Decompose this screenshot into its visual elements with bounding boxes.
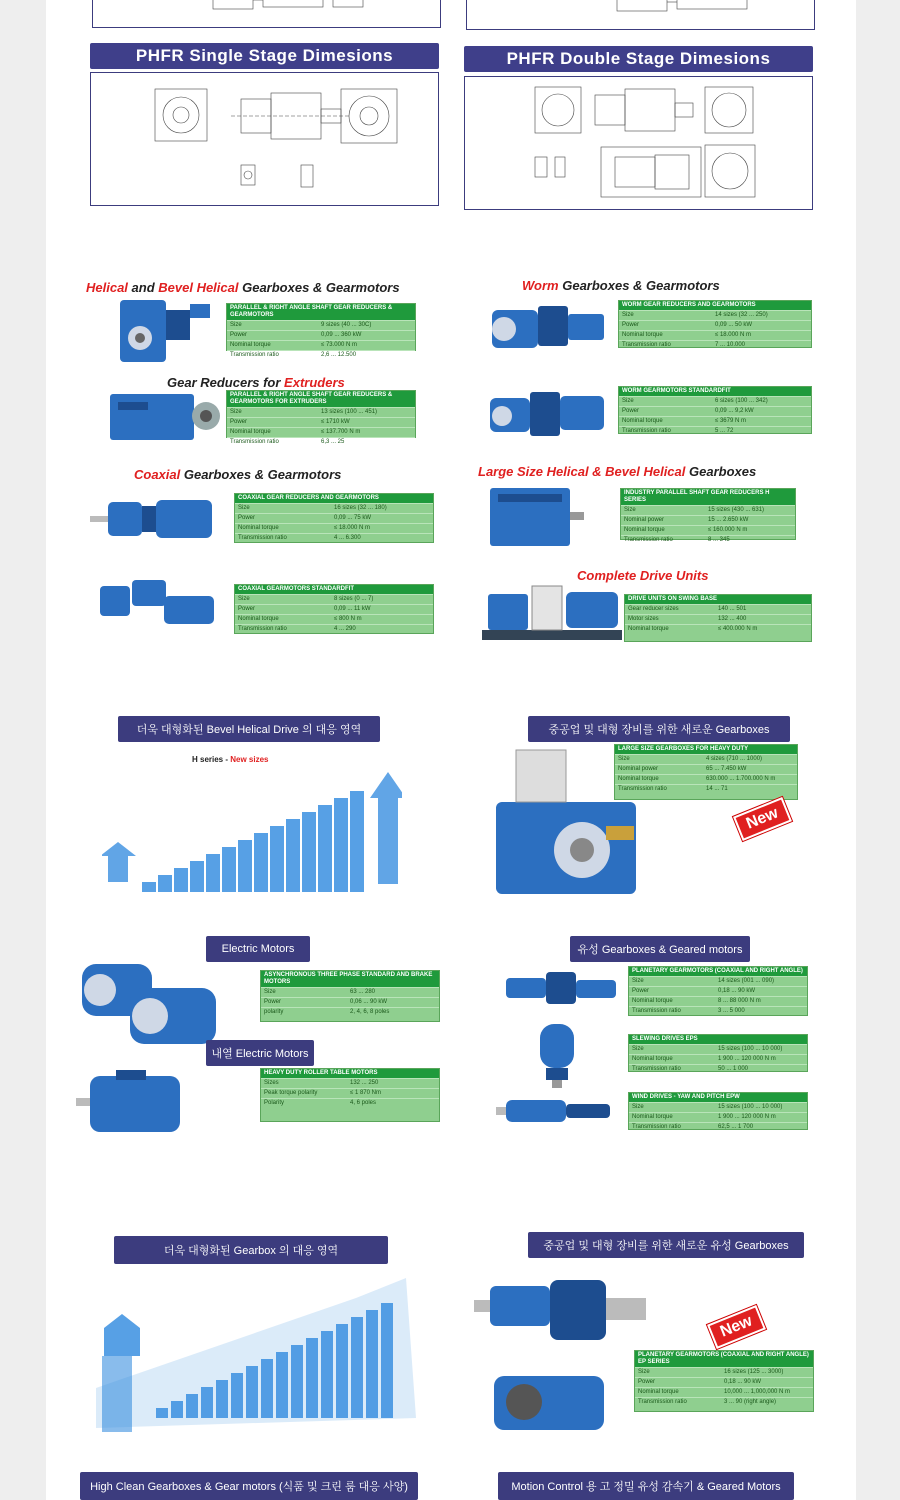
spec-row: [621, 535, 795, 545]
spec-cell: Nominal power: [618, 766, 659, 772]
large-title: [478, 464, 756, 479]
catalog-page: [46, 0, 856, 1500]
spec-cell: Transmission ratio: [618, 786, 667, 792]
spec-cell: 62,5 ... 1 700: [718, 1124, 754, 1130]
spec-cell: 0,06 ... 90 kW: [350, 999, 388, 1005]
spec-header: WIND DRIVES - YAW AND PITCH EPW: [629, 1093, 807, 1102]
spec-cell: Size: [622, 398, 634, 404]
spec-cell: 630.000 ... 1.700.000 N m: [706, 776, 776, 782]
coaxial-title: [134, 467, 341, 482]
worm-title: [522, 278, 720, 293]
spec-cell: 6,3 ... 25: [321, 439, 345, 445]
illustration-bar: [254, 833, 268, 892]
illustration-bar: [246, 1366, 258, 1418]
illustration-bar: [366, 1310, 378, 1418]
spec-row: [235, 604, 433, 614]
spec-row: [635, 1387, 813, 1397]
spec-row: [261, 1007, 439, 1017]
illustration-bar: [286, 819, 300, 892]
illustration-bar: [174, 868, 188, 892]
spec-row: [227, 437, 415, 447]
spec-row: [629, 976, 807, 986]
spec-cell: 3 ... 5 000: [718, 1008, 745, 1014]
spec-row: [619, 406, 811, 416]
spec-cell: 9 sizes (40 ... 30C): [321, 322, 372, 328]
spec-row: [619, 426, 811, 436]
planetary-pill: 유성 Gearboxes & Geared motors: [570, 936, 750, 962]
spec-cell: ≤ 73.000 N m: [321, 342, 357, 348]
spec-row: [635, 1397, 813, 1407]
spec-row: [635, 1367, 813, 1377]
spec-row: [619, 330, 811, 340]
spec-cell: 15 sizes (430 ... 631): [708, 507, 765, 513]
spec-row: [615, 784, 797, 794]
technical-drawing: [93, 0, 440, 27]
spec-cell: Nominal torque: [238, 525, 279, 531]
title-text: and: [127, 280, 159, 295]
spec-cell: 0,18 ... 90 kW: [724, 1379, 762, 1385]
spec-cell: 132 ... 400: [718, 616, 747, 622]
spec-header: ASYNCHRONOUS THREE PHASE STANDARD AND BRAKE MOTORS: [261, 971, 439, 987]
spec-cell: 1 900 ... 120 000 N m: [718, 1056, 776, 1062]
spec-cell: Nominal torque: [622, 332, 663, 338]
spec-cell: 4 ... 290: [334, 626, 356, 632]
spec-cell: Power: [238, 606, 256, 612]
spec-row: [619, 310, 811, 320]
illustration-bar: [156, 1408, 168, 1418]
illustration-bar: [216, 1380, 228, 1418]
spec-row: [235, 533, 433, 543]
spec-cell: Nominal torque: [622, 418, 663, 424]
title-highlight: Extruders: [284, 375, 345, 390]
spec-cell: Peak torque polarity: [264, 1090, 318, 1096]
illustration-bar: [186, 1394, 198, 1418]
chart-title-highlight: New sizes: [230, 755, 269, 764]
spec-row: [235, 513, 433, 523]
spec-cell: 5 ... 72: [715, 428, 734, 434]
h-series-chart: [102, 764, 402, 914]
spec-cell: 14 ... 71: [706, 786, 728, 792]
spec-cell: 13 sizes (100 ... 451): [321, 409, 378, 415]
illustration-bar: [261, 1359, 273, 1418]
illustration-bar: [190, 861, 204, 892]
h-series-chart-title: [192, 755, 269, 764]
spec-cell: Transmission ratio: [638, 1399, 687, 1405]
spec-cell: 0,09 ... 75 kW: [334, 515, 372, 521]
spec-cell: 16 sizes (32 ... 180): [334, 505, 387, 511]
spec-cell: 132 ... 250: [350, 1080, 379, 1086]
spec-cell: Transmission ratio: [624, 537, 673, 543]
spec-cell: 0,18 ... 90 kW: [718, 988, 756, 994]
spec-cell: 8 sizes (0 ... 7): [334, 596, 374, 602]
spec-row: [625, 614, 811, 624]
complete-spec-table: [624, 594, 812, 642]
spec-cell: 4, 6 poles: [350, 1100, 377, 1106]
motors-spec-table: [260, 970, 440, 1022]
title-highlight: Bevel Helical: [158, 280, 239, 295]
spec-cell: ≤ 800 N m: [334, 616, 362, 622]
spec-cell: 8 ... 88 000 N m: [718, 998, 761, 1004]
spec-cell: 3 ... 90 (right angle): [724, 1399, 777, 1405]
spec-cell: Power: [622, 408, 640, 414]
heavy-new-pill: 중공업 및 대형 장비를 위한 새로운 Gearboxes: [528, 716, 790, 742]
illustration-bar: [201, 1387, 213, 1418]
spec-row: [619, 396, 811, 406]
illustration-bar: [142, 882, 156, 892]
illustration-bar: [306, 1338, 318, 1418]
spec-header: INDUSTRY PARALLEL SHAFT GEAR REDUCERS H SERIES: [621, 489, 795, 505]
clean-gearbox-pill: High Clean Gearboxes & Gear motors (식품 및 크린 룸 대응 사양): [80, 1472, 418, 1500]
illustration-bar: [291, 1345, 303, 1418]
spec-cell: Size: [230, 322, 242, 328]
spec-cell: Transmission ratio: [238, 626, 287, 632]
roller-motor-image: [76, 1068, 186, 1138]
spec-cell: 2, 4, 6, 8 poles: [350, 1009, 390, 1015]
coaxial-gearbox-image: [90, 490, 220, 550]
spec-row: [621, 515, 795, 525]
worm-gearbox-image: [482, 296, 612, 356]
spec-cell: 0,09 ... 50 kW: [715, 322, 753, 328]
spec-cell: Size: [632, 1046, 644, 1052]
spec-cell: 0,09 ... 9,2 kW: [715, 408, 754, 414]
spec-row: [227, 330, 415, 340]
heavy-planetary-spec-table: [634, 1350, 814, 1412]
heat-motors-pill: 내열 Electric Motors: [206, 1040, 314, 1066]
coaxial-spec-table: [234, 493, 434, 543]
motion-control-pill: Motion Control 용 고 정밀 유성 감속기 & Geared Motors: [498, 1472, 794, 1500]
illustration-bar: [238, 840, 252, 892]
spec-row: [629, 996, 807, 1006]
title-highlight: Helical: [86, 280, 128, 295]
slewing-image: [532, 1020, 582, 1088]
spec-cell: Gear reducer sizes: [628, 606, 679, 612]
title-highlight: Coaxial: [134, 467, 181, 482]
spec-cell: Size: [238, 505, 250, 511]
illustration-bar: [336, 1324, 348, 1418]
spec-cell: Nominal torque: [628, 626, 669, 632]
illustration-bar: [206, 854, 220, 892]
spec-cell: 8 ... 345: [708, 537, 730, 543]
planetary-image: [502, 966, 622, 1008]
spec-cell: Power: [238, 515, 256, 521]
title-text: Gearboxes: [685, 464, 757, 479]
spec-cell: 4 sizes (710 ... 1000): [706, 756, 763, 762]
illustration-bar: [270, 826, 284, 892]
spec-cell: Size: [230, 409, 242, 415]
spec-cell: 65 ... 7.450 kW: [706, 766, 747, 772]
spec-cell: Power: [230, 419, 248, 425]
illustration-bar: [350, 791, 364, 892]
spec-cell: ≤ 400.000 N m: [718, 626, 758, 632]
illustration-bar: [222, 847, 236, 892]
spec-header: PLANETARY GEARMOTORS (COAXIAL AND RIGHT ANGLE) EP SERIES: [635, 1351, 813, 1367]
spec-cell: Size: [638, 1369, 650, 1375]
title-text: Gearboxes & Gearmotors: [180, 467, 342, 482]
spec-cell: Size: [632, 1104, 644, 1110]
title-highlight: Worm: [522, 278, 559, 293]
spec-row: [227, 320, 415, 330]
spec-cell: ≤ 18.000 N m: [334, 525, 370, 531]
title-text: Gear Reducers for: [167, 375, 285, 390]
spec-cell: Power: [638, 1379, 656, 1385]
spec-cell: Transmission ratio: [622, 342, 671, 348]
helical-gearbox-image: [110, 294, 220, 366]
wind-spec-table: [628, 1092, 808, 1130]
spec-row: [261, 997, 439, 1007]
spec-cell: ≤ 137.700 N m: [321, 429, 361, 435]
spec-header: COAXIAL GEARMOTORS STANDARDFIT: [235, 585, 433, 594]
spec-cell: Transmission ratio: [632, 1008, 681, 1014]
illustration-bar: [302, 812, 316, 892]
spec-header: PARALLEL & RIGHT ANGLE SHAFT GEAR REDUCERS & GEARMOTORS: [227, 304, 415, 320]
spec-header: DRIVE UNITS ON SWING BASE: [625, 595, 811, 604]
spec-cell: 1 900 ... 120 000 N m: [718, 1114, 776, 1120]
spec-row: [629, 1064, 807, 1074]
coaxial-gearmotor-image: [94, 572, 224, 632]
spec-header: PARALLEL & RIGHT ANGLE SHAFT GEAR REDUCERS & GEARMOTORS FOR EXTRUDERS: [227, 391, 415, 407]
title-highlight: Complete Drive Units: [577, 568, 709, 583]
spec-row: [629, 1044, 807, 1054]
top-drawing-left: [92, 0, 441, 28]
spec-row: [227, 340, 415, 350]
wind-drive-image: [496, 1098, 616, 1124]
title-text: Gearboxes & Gearmotors: [558, 278, 720, 293]
gearbox-area-chart: [96, 1268, 426, 1444]
spec-cell: 0,09 ... 360 kW: [321, 332, 362, 338]
spec-row: [615, 754, 797, 764]
spec-row: [635, 1377, 813, 1387]
spec-row: [261, 1098, 439, 1108]
spec-row: [227, 407, 415, 417]
coaxial-gearmotor-spec-table: [234, 584, 434, 634]
spec-header: SLEWING DRIVES EPS: [629, 1035, 807, 1044]
spec-cell: Polarity: [264, 1100, 285, 1106]
spec-row: [227, 417, 415, 427]
spec-cell: Transmission ratio: [238, 535, 287, 541]
spec-row: [261, 987, 439, 997]
spec-row: [621, 525, 795, 535]
spec-row: [629, 986, 807, 996]
spec-header: WORM GEAR REDUCERS AND GEARMOTORS: [619, 301, 811, 310]
spec-cell: 16 sizes (125 ... 3000): [724, 1369, 784, 1375]
slewing-spec-table: [628, 1034, 808, 1072]
spec-row: [625, 624, 811, 634]
illustration-bar: [351, 1317, 363, 1418]
illustration-bar: [321, 1331, 333, 1418]
spec-row: [615, 774, 797, 784]
illustration-bar: [171, 1401, 183, 1418]
heavy-planetary-pill: 중공업 및 대형 장비를 위한 새로운 유성 Gearboxes: [528, 1232, 804, 1258]
spec-cell: Nominal torque: [618, 776, 659, 782]
title-highlight: Large Size Helical & Bevel Helical: [478, 464, 686, 479]
spec-row: [235, 503, 433, 513]
title-text: Gearboxes & Gearmotors: [238, 280, 400, 295]
spec-header: WORM GEARMOTORS STANDARDFIT: [619, 387, 811, 396]
spec-cell: Power: [264, 999, 282, 1005]
heavy-spec-table: [614, 744, 798, 800]
extruder-gearbox-image: [106, 388, 226, 446]
spec-cell: Transmission ratio: [230, 352, 279, 358]
spec-cell: Nominal torque: [632, 1056, 673, 1062]
spec-cell: 140 ... 501: [718, 606, 747, 612]
spec-cell: 7 ... 10.000: [715, 342, 746, 348]
spec-cell: 10,000 ... 1,000,000 N m: [724, 1389, 791, 1395]
double-stage-drawing: [464, 76, 813, 210]
spec-cell: 14 sizes (001 ... 090): [718, 978, 775, 984]
spec-cell: 0,09 ... 11 kW: [334, 606, 371, 612]
spec-cell: Nominal torque: [632, 1114, 673, 1120]
illustration-bar: [318, 805, 332, 892]
new-badge: New: [733, 797, 792, 841]
spec-header: COAXIAL GEAR REDUCERS AND GEARMOTORS: [235, 494, 433, 503]
spec-cell: Size: [264, 989, 276, 995]
spec-row: [235, 594, 433, 604]
illustration-bar: [276, 1352, 288, 1418]
spec-cell: Transmission ratio: [230, 439, 279, 445]
spec-cell: Nominal torque: [230, 429, 271, 435]
spec-cell: Power: [622, 322, 640, 328]
spec-cell: Nominal torque: [238, 616, 279, 622]
spec-row: [227, 427, 415, 437]
top-drawing-right: [466, 0, 815, 30]
spec-cell: ≤ 1 870 Nm: [350, 1090, 381, 1096]
spec-row: [619, 416, 811, 426]
spec-row: [629, 1054, 807, 1064]
spec-cell: Transmission ratio: [632, 1124, 681, 1130]
spec-row: [629, 1102, 807, 1112]
chart-title-text: H series -: [192, 755, 231, 764]
spec-row: [619, 320, 811, 330]
technical-drawing: [465, 77, 812, 209]
spec-cell: polarity: [264, 1009, 284, 1015]
spec-cell: ≤ 160.000 N m: [708, 527, 748, 533]
spec-cell: ≤ 3679 N m: [715, 418, 746, 424]
spec-cell: 15 sizes (100 ... 10 000): [718, 1046, 783, 1052]
spec-header: LARGE SIZE GEARBOXES FOR HEAVY DUTY: [615, 745, 797, 754]
spec-cell: Size: [618, 756, 630, 762]
spec-row: [261, 1088, 439, 1098]
spec-cell: 15 sizes (100 ... 10 000): [718, 1104, 783, 1110]
spec-cell: Sizes: [264, 1080, 279, 1086]
helical-title: [86, 280, 400, 295]
spec-row: [615, 764, 797, 774]
spec-cell: 6 sizes (100 ... 342): [715, 398, 768, 404]
illustration-bar: [381, 1303, 393, 1418]
illustration-bar: [334, 798, 348, 892]
large-spec-table: [620, 488, 796, 543]
spec-cell: Nominal torque: [230, 342, 271, 348]
gearbox-area-pill: 더욱 대형화된 Gearbox 의 대응 영역: [114, 1236, 388, 1264]
technical-drawing: [467, 0, 814, 29]
spec-cell: Size: [624, 507, 636, 513]
spec-cell: Nominal power: [624, 517, 665, 523]
large-gearbox-image: [486, 484, 586, 550]
spec-cell: 15 ... 2.650 kW: [708, 517, 749, 523]
spec-cell: 4 ... 6.300: [334, 535, 361, 541]
bevel-area-pill: 더욱 대형화된 Bevel Helical Drive 의 대응 영역: [118, 716, 380, 742]
spec-row: [629, 1112, 807, 1122]
spec-cell: Nominal torque: [632, 998, 673, 1004]
spec-cell: Nominal torque: [624, 527, 665, 533]
single-stage-banner: PHFR Single Stage Dimesions: [90, 43, 439, 69]
spec-cell: Power: [632, 988, 650, 994]
technical-drawing: [91, 73, 438, 205]
spec-cell: 50 ... 1 000: [718, 1066, 749, 1072]
spec-row: [227, 350, 415, 360]
spec-cell: Power: [230, 332, 248, 338]
spec-row: [629, 1122, 807, 1132]
spec-row: [235, 624, 433, 634]
complete-drive-image: [482, 580, 622, 646]
extruder-spec-table: [226, 390, 416, 445]
spec-header: HEAVY DUTY ROLLER TABLE MOTORS: [261, 1069, 439, 1078]
illustration-bar: [158, 875, 172, 892]
new-badge: New: [707, 1305, 766, 1349]
spec-cell: 63 ... 280: [350, 989, 376, 995]
spec-row: [621, 505, 795, 515]
worm-spec-table: [618, 300, 812, 348]
spec-cell: Motor sizes: [628, 616, 659, 622]
spec-row: [235, 614, 433, 624]
spec-cell: Size: [632, 978, 644, 984]
spec-cell: Transmission ratio: [632, 1066, 681, 1072]
electric-motors-image: [76, 958, 226, 1050]
spec-cell: Nominal torque: [638, 1389, 679, 1395]
spec-row: [261, 1078, 439, 1088]
spec-row: [619, 340, 811, 350]
spec-cell: Transmission ratio: [622, 428, 671, 434]
roller-spec-table: [260, 1068, 440, 1122]
spec-cell: Size: [622, 312, 634, 318]
double-stage-banner: PHFR Double Stage Dimesions: [464, 46, 813, 72]
spec-header: PLANETARY GEARMOTORS (COAXIAL AND RIGHT ANGLE): [629, 967, 807, 976]
spec-cell: 14 sizes (32 ... 250): [715, 312, 768, 318]
spec-cell: 2,6 ... 12.500: [321, 352, 357, 358]
illustration-bar: [231, 1373, 243, 1418]
electric-motors-pill: Electric Motors: [206, 936, 310, 962]
helical-spec-table: [226, 303, 416, 358]
spec-cell: ≤ 1710 kW: [321, 419, 350, 425]
spec-cell: Size: [238, 596, 250, 602]
spec-row: [629, 1006, 807, 1016]
planetary-spec-table: [628, 966, 808, 1016]
single-stage-drawing: [90, 72, 439, 206]
worm-gearmotor-spec-table: [618, 386, 812, 434]
spec-row: [235, 523, 433, 533]
spec-cell: ≤ 18.000 N m: [715, 332, 751, 338]
worm-gearmotor-image: [482, 382, 612, 442]
spec-row: [625, 604, 811, 614]
